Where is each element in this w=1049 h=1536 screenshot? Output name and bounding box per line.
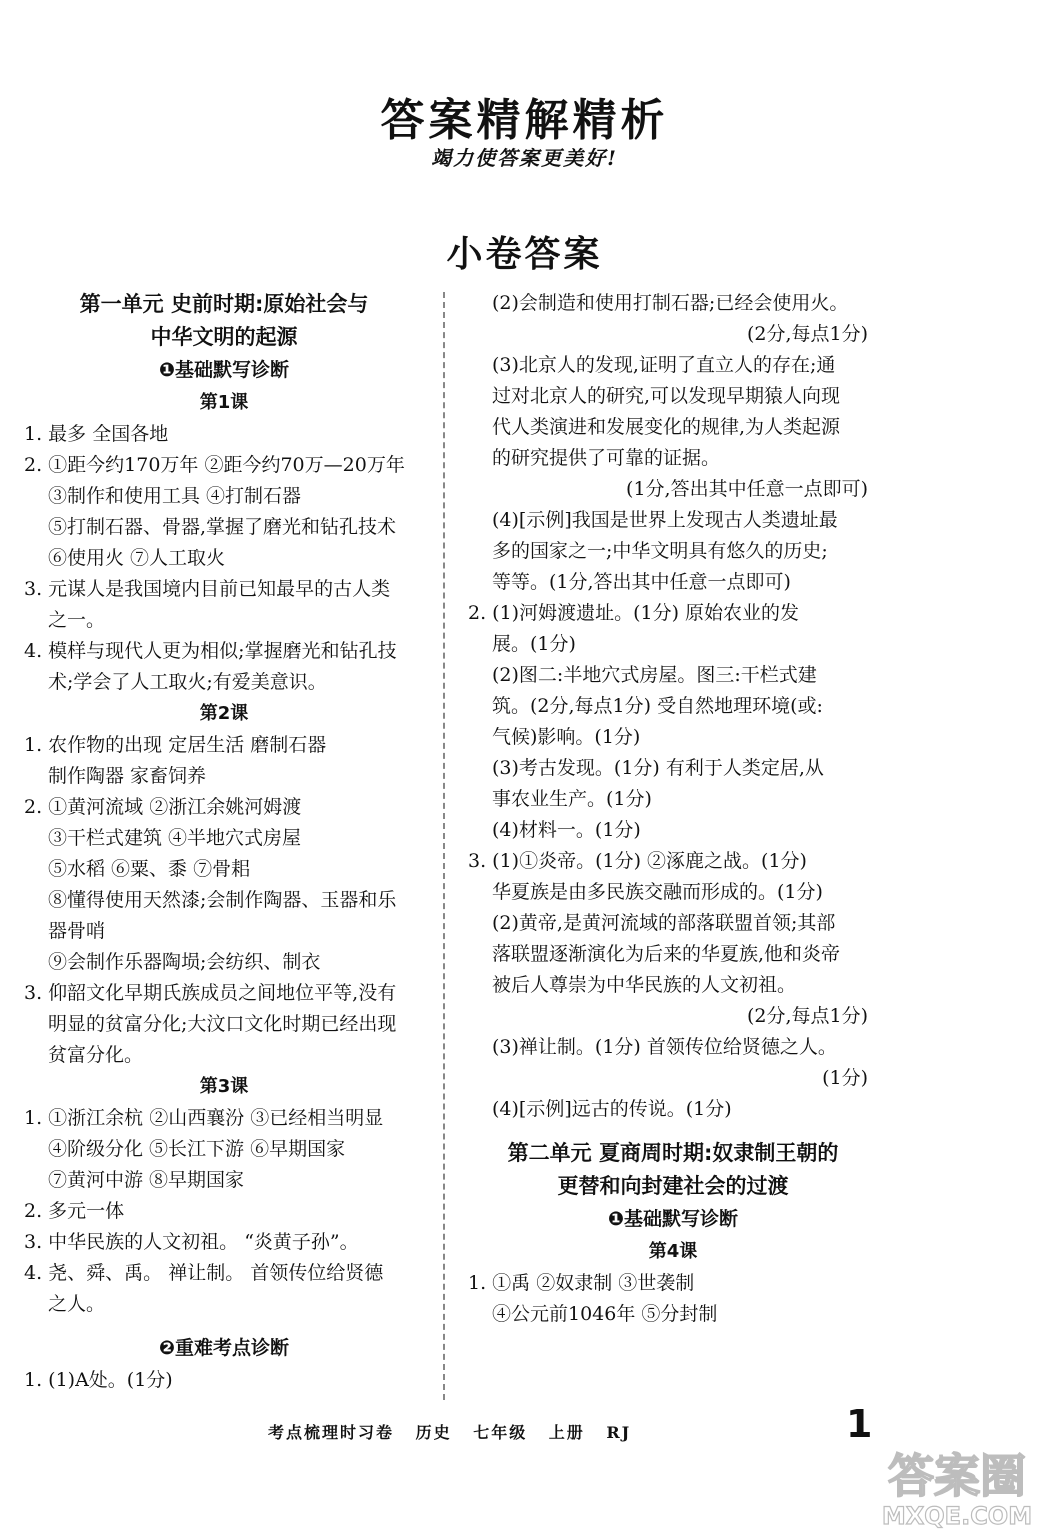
answer-line: 之一。 [48, 609, 106, 631]
answer-line: ④阶级分化 ⑤长江下游 ⑥早期国家 [48, 1138, 346, 1160]
page-header-slogan: 竭力使答案更美好! [431, 146, 618, 170]
answer-line: 3. 中华民族的人文初祖。 “炎黄子孙”。 [24, 1231, 359, 1253]
score-note: (2分,每点1分) [746, 1005, 868, 1027]
score-note: (1分,答出其中任意一点即可) [626, 478, 868, 500]
answer-line: (3)禅让制。(1分) 首领传位给贤德之人。 [492, 1036, 837, 1058]
answer-line: 气候)影响。(1分) [492, 726, 641, 748]
answer-line: (2)图二:半地穴式房屋。图三:干栏式建 [492, 664, 817, 686]
answer-line: 明显的贫富分化;大汶口文化时期已经出现 [48, 1013, 397, 1035]
answer-line: 3. 元谋人是我国境内目前已知最早的古人类 [24, 578, 391, 600]
answer-line: 4. 尧、舜、禹。 禅让制。 首领传位给贤德 [24, 1262, 384, 1284]
answer-line: ③干栏式建筑 ④半地穴式房屋 [48, 827, 302, 849]
section-heading: ❷重难考点诊断 [158, 1337, 290, 1359]
section-heading: ❶基础默写诊断 [607, 1208, 739, 1230]
answer-line: ④公元前1046年 ⑤分封制 [492, 1303, 718, 1325]
unit-title: 更替和向封建社会的过渡 [557, 1174, 789, 1198]
answer-line: (2)黄帝,是黄河流域的部落联盟首领;其部 [492, 912, 836, 934]
answer-line: ⑤水稻 ⑥粟、黍 ⑦骨耜 [48, 858, 251, 880]
answer-line: (3)北京人的发现,证明了直立人的存在;通 [492, 354, 836, 376]
footer-book-title: 考点梳理时习卷 [268, 1423, 395, 1442]
section-heading: ❶基础默写诊断 [158, 359, 290, 381]
answer-line: 多的国家之一;中华文明具有悠久的历史; [492, 540, 828, 562]
page-header-title: 答案精解精析 [380, 95, 669, 146]
answer-line: 事农业生产。(1分) [492, 788, 652, 810]
answer-line: 术;学会了人工取火;有爱美意识。 [48, 671, 327, 693]
watermark-logo [872, 1440, 1042, 1530]
answer-line: 制作陶器 家畜饲养 [48, 765, 207, 787]
answer-line: 2. ①黄河流域 ②浙江余姚河姆渡 [24, 796, 302, 818]
answer-line: ③制作和使用工具 ④打制石器 [48, 485, 302, 507]
score-note: (2分,每点1分) [746, 323, 868, 345]
answer-line: (3)考古发现。(1分) 有利于人类定居,从 [492, 757, 824, 779]
answer-line: 落联盟逐渐演化为后来的华夏族,他和炎帝 [492, 943, 841, 965]
lesson-heading: 第3课 [199, 1076, 249, 1097]
unit-title: 第二单元 夏商周时期:奴隶制王朝的 [507, 1141, 839, 1165]
answer-line: 等等。(1分,答出其中任意一点即可) [492, 571, 791, 593]
page-footer [268, 1420, 645, 1443]
answer-line: 3. 仰韶文化早期氏族成员之间地位平等,没有 [24, 982, 397, 1004]
footer-subject: 历史 [415, 1423, 452, 1442]
answer-line: 3. (1)①炎帝。(1分) ②涿鹿之战。(1分) [468, 850, 807, 872]
answer-line: ⑤打制石器、骨器,掌握了磨光和钻孔技术 [48, 516, 397, 538]
answer-line: 1. ①浙江余杭 ②山西襄汾 ③已经相当明显 [24, 1107, 384, 1129]
answer-line: (4)[示例]远古的传说。(1分) [492, 1098, 732, 1120]
lesson-heading: 第2课 [199, 703, 249, 724]
answer-line: 2. (1)河姆渡遗址。(1分) 原始农业的发 [468, 602, 800, 624]
answer-line: 2. 多元一体 [24, 1200, 125, 1222]
answer-line: 之人。 [48, 1293, 106, 1315]
answer-line: 4. 模样与现代人更为相似;掌握磨光和钻孔技 [24, 640, 397, 662]
answer-line: ⑨会制作乐器陶埙;会纺织、制衣 [48, 951, 321, 973]
answer-line: 的研究提供了可靠的证据。 [492, 447, 721, 469]
answer-line: ⑦黄河中游 ⑧早期国家 [48, 1169, 245, 1191]
watermark-name: 答案圈 [888, 1449, 1026, 1503]
footer-edition: RJ [606, 1423, 632, 1442]
answer-line: 展。(1分) [492, 633, 576, 655]
lesson-heading: 第4课 [648, 1241, 698, 1262]
footer-grade: 七年级 [473, 1423, 528, 1442]
answer-line: 筑。(2分,每点1分) 受自然地理环境(或: [492, 695, 823, 717]
left-column [24, 288, 424, 1396]
answer-line: 代人类演进和发展变化的规律,为人类起源 [492, 416, 841, 438]
answer-line: (4)[示例]我国是世界上发现古人类遗址最 [492, 509, 838, 531]
answer-line: 被后人尊崇为中华民族的人文初祖。 [492, 974, 797, 996]
answer-line: 1. (1)A处。(1分) [24, 1369, 173, 1391]
unit-title: 中华文明的起源 [150, 325, 298, 349]
answer-line: 贫富分化。 [48, 1044, 144, 1066]
watermark-url: MXQE.COM [881, 1502, 1033, 1530]
answer-line: 器骨哨 [48, 920, 106, 942]
footer-volume: 上册 [548, 1423, 585, 1442]
answer-line: (2)会制造和使用打制石器;已经会使用火。 [492, 292, 849, 314]
answer-line: (4)材料一。(1分) [492, 819, 641, 841]
column-divider [443, 292, 445, 1400]
unit-title: 第一单元 史前时期:原始社会与 [79, 292, 369, 316]
answer-line: ⑧懂得使用天然漆;会制作陶器、玉器和乐 [48, 889, 397, 911]
answer-line: 1. 最多 全国各地 [24, 423, 169, 445]
right-column [468, 288, 878, 1330]
answer-line: 2. ①距今约170万年 ②距今约70万—20万年 [24, 454, 405, 476]
answer-line: 过对北京人的研究,可以发现早期猿人向现 [492, 385, 841, 407]
score-note: (1分) [822, 1067, 868, 1089]
answer-line: 1. ①禹 ②奴隶制 ③世袭制 [468, 1272, 695, 1294]
answer-line: 1. 农作物的出现 定居生活 磨制石器 [24, 734, 327, 756]
lesson-heading: 第1课 [199, 392, 249, 413]
answer-line: 华夏族是由多民族交融而形成的。(1分) [492, 881, 823, 903]
page-number: 1 [846, 1402, 873, 1446]
answer-line: ⑥使用火 ⑦人工取火 [48, 547, 226, 569]
section-title: 小卷答案 [446, 234, 603, 275]
